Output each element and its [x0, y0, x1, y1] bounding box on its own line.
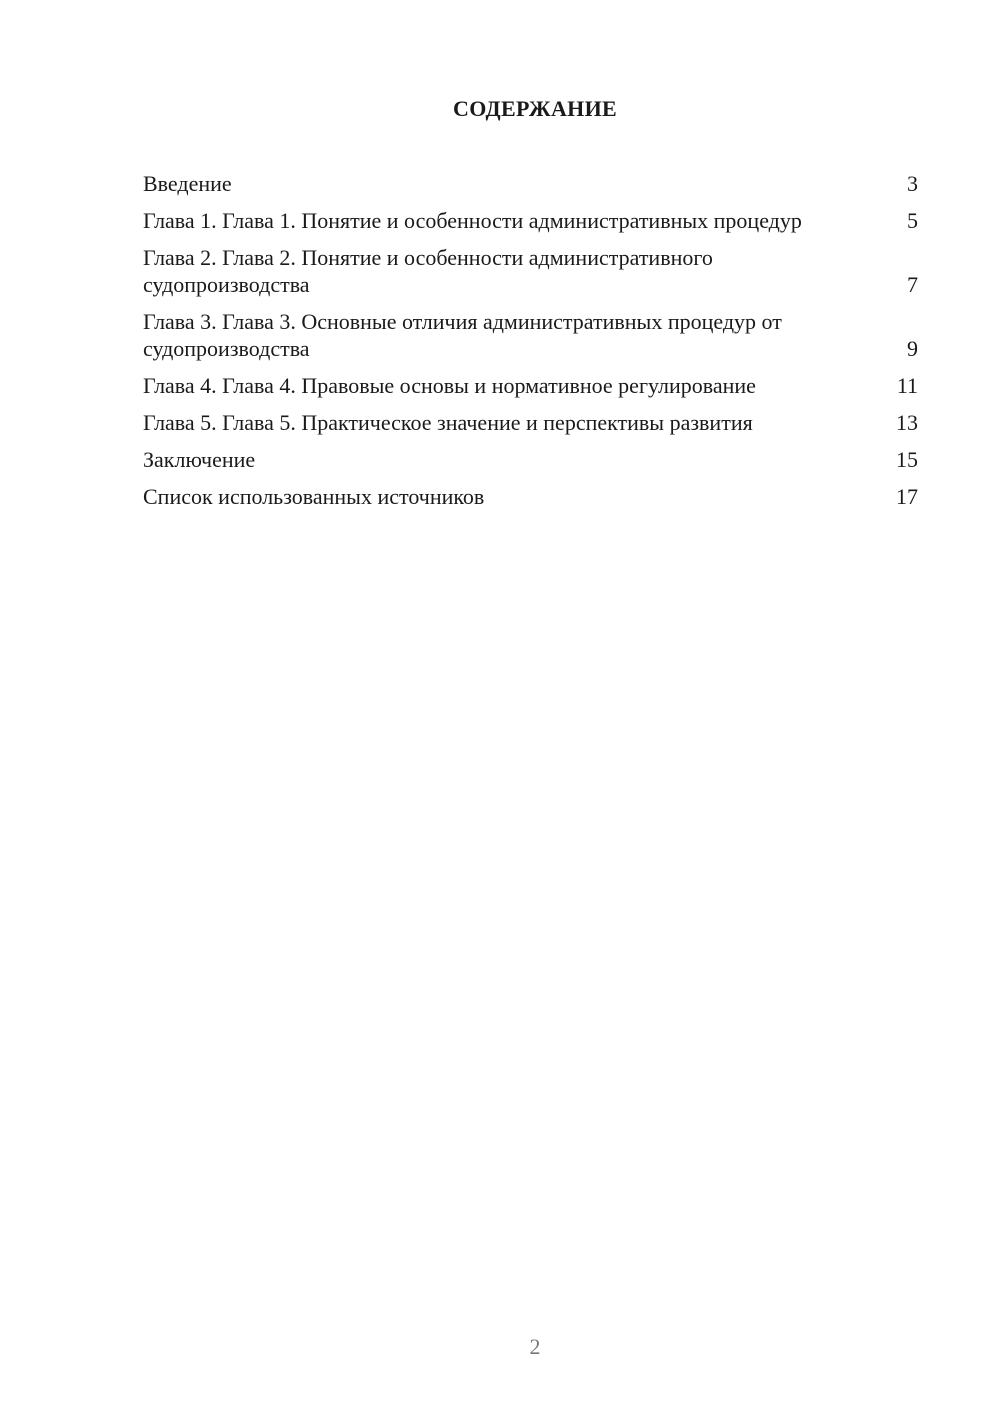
toc-entry-page: 13: [896, 410, 918, 435]
toc-entry-conclusion: [143, 446, 918, 473]
toc-entry-chapter-4: [143, 372, 918, 399]
toc-entry-text: Глава 3. Глава 3. Основные отличия административных процедур от судопроизводства: [143, 309, 782, 361]
toc-entry-references: [143, 483, 918, 510]
toc-entry-text: Глава 2. Глава 2. Понятие и особенности административного судопроизводства: [143, 245, 713, 297]
toc-entry-chapter-1: [143, 207, 918, 234]
toc-entry-page: 9: [907, 336, 918, 361]
toc-entry-text: Введение: [143, 171, 232, 196]
toc-entry-page: 5: [907, 208, 918, 233]
page-title: СОДЕРЖАНИЕ: [453, 96, 617, 121]
toc-entry-text: Список использованных источников: [143, 484, 485, 509]
toc-entry-text: Глава 5. Глава 5. Практическое значение и перспективы развития: [143, 410, 753, 435]
toc-entry-text: Заключение: [143, 447, 256, 472]
toc-entry-text: Глава 4. Глава 4. Правовые основы и нормативное регулирование: [143, 373, 756, 398]
table-of-contents: [143, 170, 918, 520]
toc-entry-introduction: [143, 170, 918, 197]
toc-entry-page: 17: [896, 484, 918, 509]
toc-entry-page: 11: [896, 373, 918, 398]
toc-entry-page: 3: [907, 171, 918, 196]
toc-entry-chapter-2: [143, 244, 918, 298]
toc-entry-chapter-5: [143, 409, 918, 436]
toc-entry-chapter-3: [143, 308, 918, 362]
toc-entry-text: Глава 1. Глава 1. Понятие и особенности административных процедур: [143, 208, 802, 233]
toc-entry-page: 15: [896, 447, 918, 472]
toc-entry-page: 7: [907, 272, 918, 297]
page-number: 2: [529, 1334, 541, 1359]
